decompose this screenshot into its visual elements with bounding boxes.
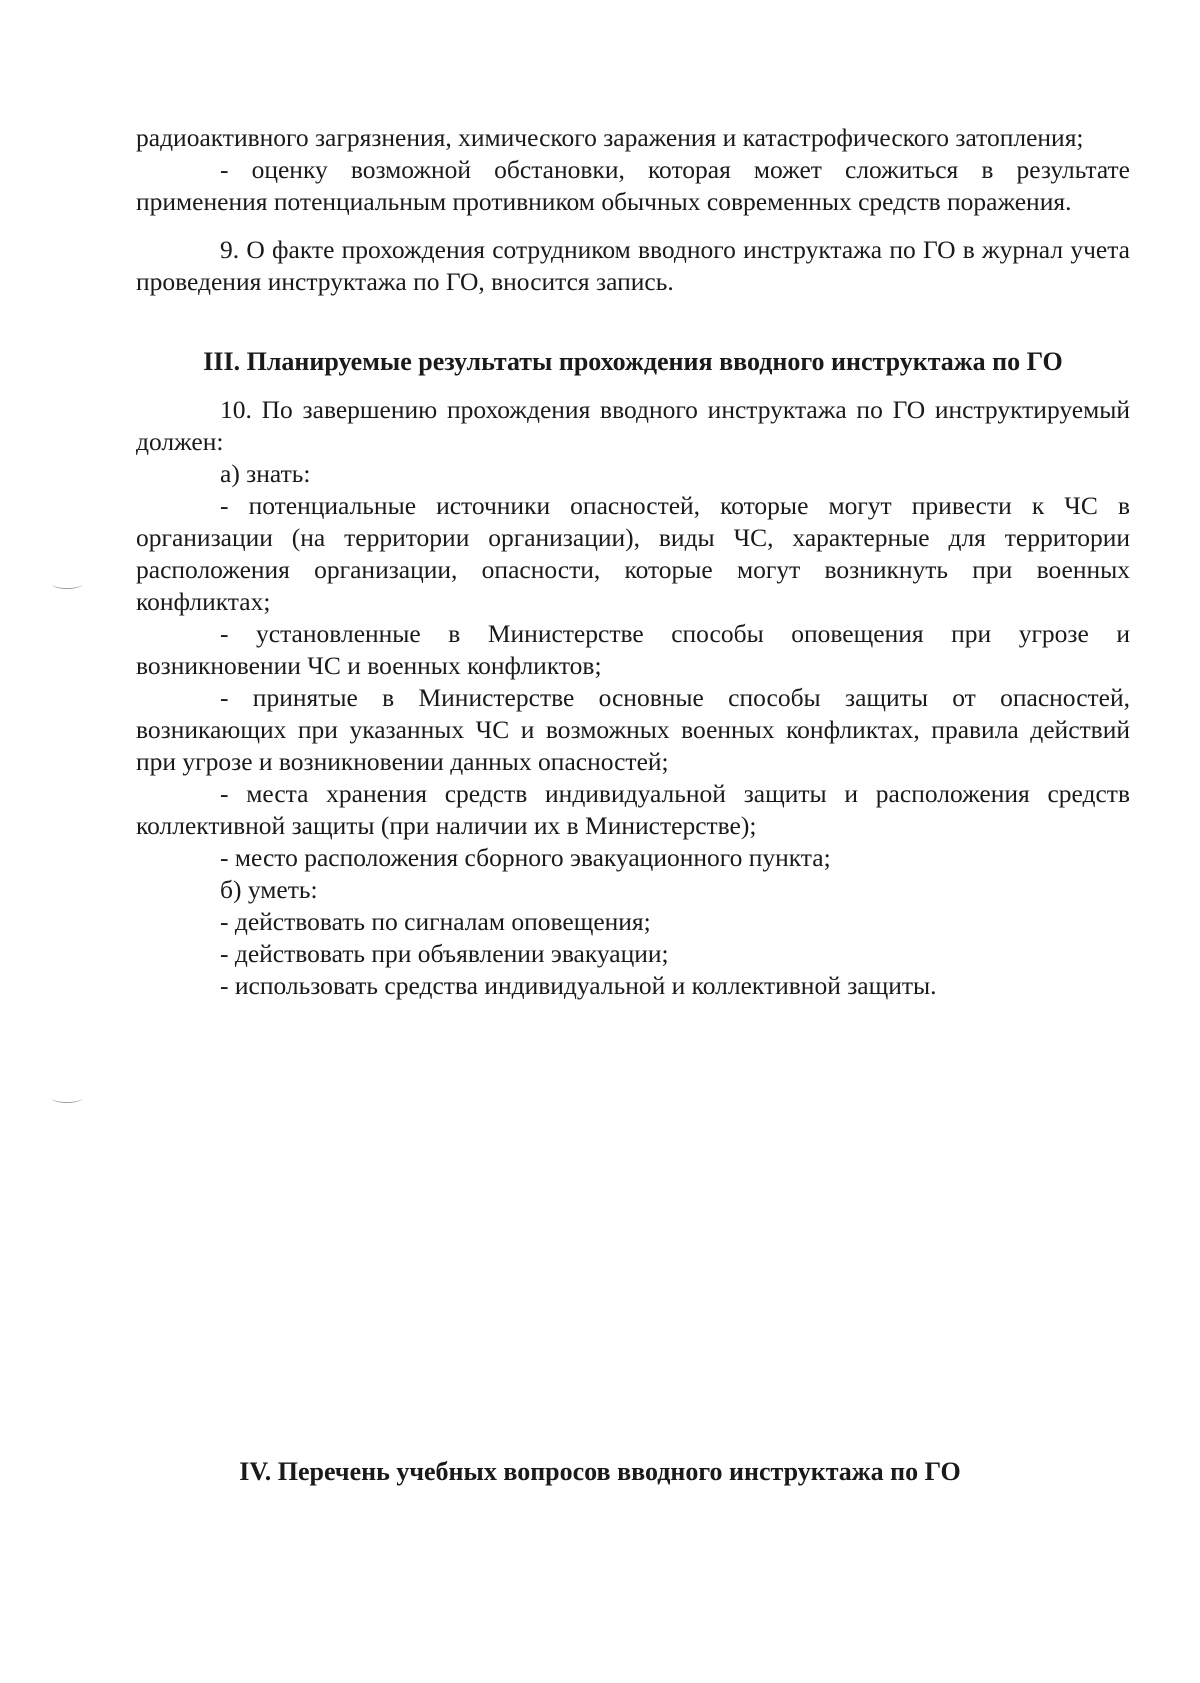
know-item: - место расположения сборного эвакуационного пункта; xyxy=(220,843,831,872)
know-item: - установленные в Министерстве способы оповещения при угрозе и возникновении ЧС и военных конфликтов; xyxy=(136,619,1130,680)
know-label: а) знать: xyxy=(220,459,311,488)
item-10-paragraph: 10. По завершению прохождения вводного инструктажа по ГО инструктируемый должен: xyxy=(136,395,1130,456)
continuation-paragraph: радиоактивного загрязнения, химического заражения и катастрофического затопления; xyxy=(136,123,1084,152)
can-item: - действовать по сигналам оповещения; xyxy=(220,907,651,936)
scan-artifact-mark xyxy=(52,1094,82,1103)
can-item: - использовать средства индивидуальной и коллективной защиты. xyxy=(220,971,937,1000)
know-item: - места хранения средств индивидуальной защиты и расположения средств коллективной защиты (при наличии их в Министерстве); xyxy=(136,779,1130,840)
scan-artifact-mark xyxy=(52,580,82,589)
know-item: - принятые в Министерстве основные способы защиты от опасностей, возникающих при указанных ЧС и возможных военных конфликтах, правила действий при угрозе и возникновении данных опасностей; xyxy=(136,683,1130,776)
document-page xyxy=(136,122,1130,1002)
section-3-heading: III. Планируемые результаты прохождения вводного инструктажа по ГО xyxy=(203,347,1063,376)
know-item: - потенциальные источники опасностей, которые могут привести к ЧС в организации (на территории организации), виды ЧС, характерные для территории расположения организации, опасности, которые могут возникнуть при военных конфликтах; xyxy=(136,491,1130,616)
item-9-paragraph: 9. О факте прохождения сотрудником вводного инструктажа по ГО в журнал учета проведения инструктажа по ГО, вносится запись. xyxy=(136,235,1130,296)
assessment-paragraph: - оценку возможной обстановки, которая может сложиться в результате применения потенциальным противником обычных современных средств поражения. xyxy=(136,155,1130,216)
section-4-heading: IV. Перечень учебных вопросов вводного инструктажа по ГО xyxy=(239,1457,961,1486)
can-label: б) уметь: xyxy=(220,875,318,904)
can-item: - действовать при объявлении эвакуации; xyxy=(220,939,669,968)
